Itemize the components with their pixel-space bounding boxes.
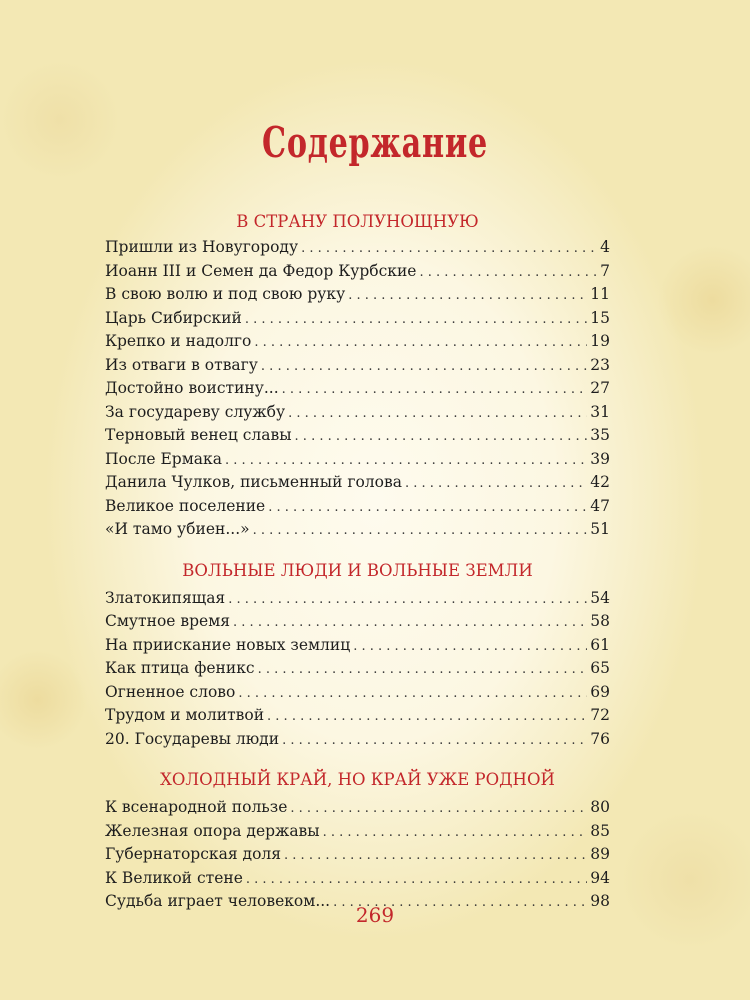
dot-leader [254, 331, 587, 355]
entry-title: На приискание новых землиц [105, 635, 351, 654]
entry-title: Железная опора державы [105, 821, 320, 840]
page-number: 269 [355, 903, 395, 927]
dot-leader [225, 449, 587, 473]
entry-page: 69 [590, 682, 610, 701]
dot-leader [282, 729, 587, 753]
entry-title: Данила Чулков, письменный голова [105, 473, 402, 491]
page-title: Содержание [262, 118, 488, 167]
section-heading: ХОЛОДНЫЙ КРАЙ, НО КРАЙ УЖЕ РОДНОЙ [160, 770, 555, 789]
dot-leader [353, 635, 587, 659]
dot-leader [268, 496, 587, 520]
dot-leader [253, 519, 588, 543]
entry-title: За государеву службу [105, 402, 286, 421]
entry-page: 85 [590, 821, 610, 840]
toc-entry[interactable] [105, 704, 610, 728]
entry-title: К Великой стене [105, 868, 243, 887]
table-of-contents [105, 208, 610, 914]
entry-title: Царь Сибирский [105, 308, 242, 327]
toc-entry[interactable] [105, 657, 610, 681]
toc-entry[interactable] [105, 424, 610, 448]
entry-page: 15 [590, 308, 610, 327]
toc-entry[interactable] [105, 283, 610, 307]
entry-title: Терновый венец славы [105, 426, 292, 444]
dot-leader [405, 472, 587, 496]
entry-page: 4 [600, 238, 610, 256]
toc-entry[interactable] [105, 495, 610, 519]
entry-title: Иоанн III и Семен да Федор Курбские [105, 261, 417, 280]
entry-title: Достойно воистину... [105, 379, 279, 397]
entry-page: 98 [590, 892, 610, 910]
dot-leader [323, 821, 588, 845]
entry-page: 54 [590, 588, 610, 607]
entry-page: 7 [600, 261, 610, 280]
dot-leader [282, 378, 588, 402]
entry-page: 42 [590, 473, 610, 491]
toc-entry[interactable] [105, 236, 610, 260]
dot-leader [261, 355, 587, 379]
entry-title: Златокипящая [105, 588, 226, 607]
toc-entry[interactable] [105, 518, 610, 542]
entry-title: «И тамо убиен...» [105, 520, 250, 538]
entry-page: 58 [590, 612, 610, 630]
toc-entry[interactable] [105, 587, 610, 611]
entry-page: 94 [590, 868, 610, 887]
entry-page: 76 [590, 729, 610, 748]
toc-entry[interactable] [105, 307, 610, 331]
entry-title: Судьба играет человеком... [105, 892, 331, 910]
entry-page: 61 [590, 635, 610, 654]
dot-leader [245, 308, 587, 332]
toc-entry[interactable] [105, 610, 610, 634]
dot-leader [238, 682, 587, 706]
dot-leader [301, 237, 597, 261]
toc-entry[interactable] [105, 728, 610, 752]
toc-entry[interactable] [105, 843, 610, 867]
entry-page: 23 [590, 355, 610, 374]
entry-page: 35 [590, 426, 610, 444]
section-heading: В СТРАНУ ПОЛУНОЩНУЮ [236, 212, 479, 231]
entry-title: Как птица феникс [105, 659, 255, 677]
toc-entry[interactable] [105, 867, 610, 891]
dot-leader [233, 611, 587, 635]
toc-entry[interactable] [105, 634, 610, 658]
dot-leader [246, 868, 587, 892]
dot-leader [267, 705, 587, 729]
section-heading: ВОЛЬНЫЕ ЛЮДИ И ВОЛЬНЫЕ ЗЕМЛИ [182, 560, 533, 580]
entry-title: После Ермака [105, 449, 222, 468]
entry-title: Великое поселение [105, 496, 266, 515]
entry-title: К всенародной пользе [105, 798, 288, 816]
dot-leader [290, 797, 587, 821]
toc-entry[interactable] [105, 330, 610, 354]
toc-entry[interactable] [105, 471, 610, 495]
entry-page: 11 [590, 285, 610, 303]
toc-entry[interactable] [105, 377, 610, 401]
entry-page: 39 [590, 449, 610, 468]
dot-leader [295, 425, 588, 449]
toc-entry[interactable] [105, 820, 610, 844]
entry-page: 27 [590, 379, 610, 397]
dot-leader [288, 402, 587, 426]
entry-title: Губернаторская доля [105, 845, 282, 863]
entry-title: 20. Государевы люди [105, 729, 280, 748]
toc-entry[interactable] [105, 260, 610, 284]
entry-page: 65 [590, 659, 610, 677]
entry-page: 51 [590, 520, 610, 538]
entry-title: Трудом и молитвой [105, 706, 265, 724]
dot-leader [228, 588, 587, 612]
entry-page: 89 [590, 845, 610, 863]
entry-title: Пришли из Новугороду [105, 238, 299, 256]
dot-leader [419, 261, 597, 285]
toc-entry[interactable] [105, 354, 610, 378]
entry-page: 80 [590, 798, 610, 816]
dot-leader [258, 658, 588, 682]
entry-page: 72 [590, 706, 610, 724]
toc-entry[interactable] [105, 681, 610, 705]
entry-page: 31 [590, 402, 610, 421]
entry-page: 47 [590, 496, 610, 515]
entry-title: В свою волю и под свою руку [105, 285, 346, 303]
toc-entry[interactable] [105, 448, 610, 472]
entry-page: 19 [590, 332, 610, 350]
entry-title: Смутное время [105, 612, 231, 630]
dot-leader [284, 844, 587, 868]
entry-title: Крепко и надолго [105, 332, 252, 350]
entry-title: Из отваги в отвагу [105, 355, 258, 374]
dot-leader [348, 284, 587, 308]
toc-entry[interactable] [105, 796, 610, 820]
toc-entry[interactable] [105, 401, 610, 425]
entry-title: Огненное слово [105, 682, 236, 701]
